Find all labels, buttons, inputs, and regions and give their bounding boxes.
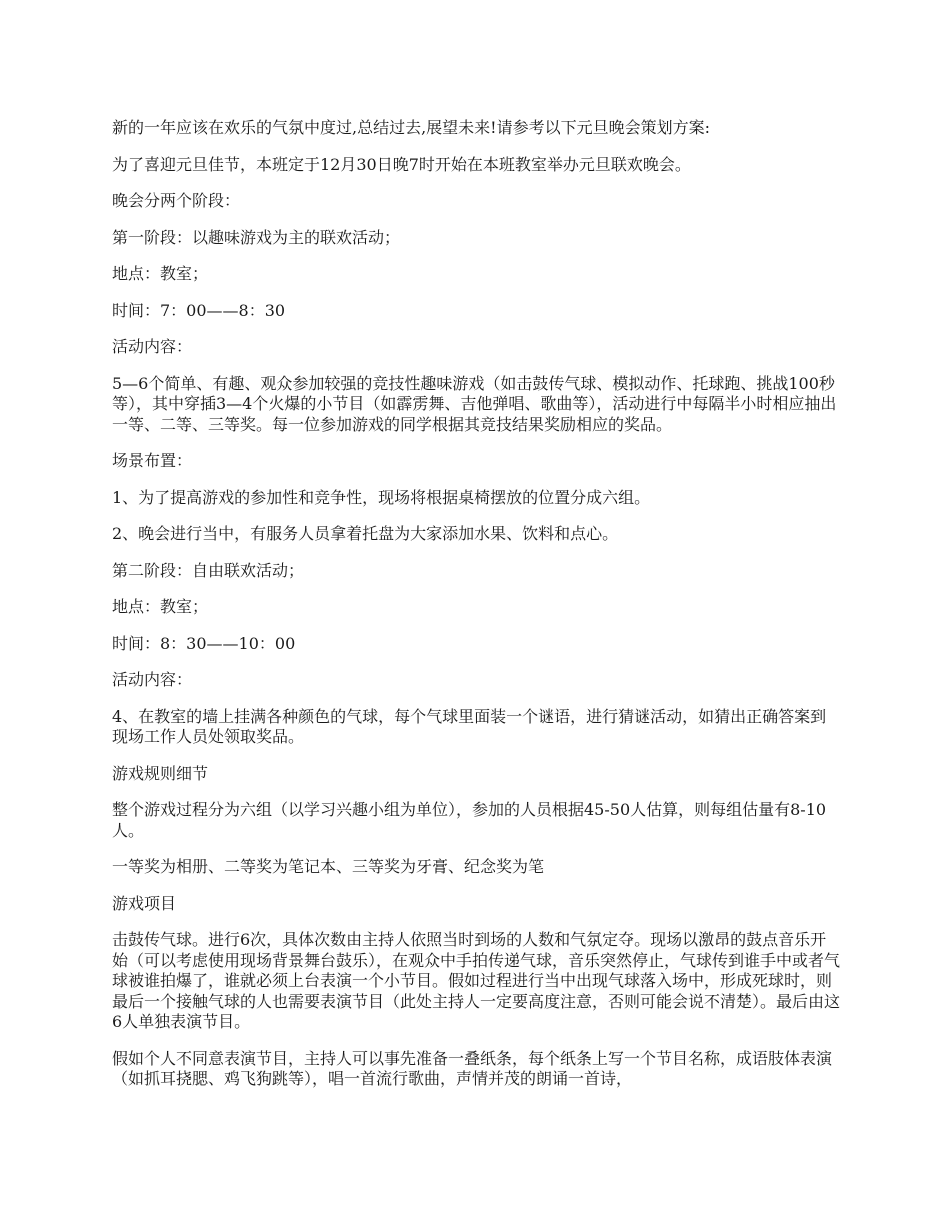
paragraph-stage-two-location: 地点：教室； (112, 597, 209, 616)
paragraph-riddle-activity: 4、在教室的墙上挂满各种颜色的气球，每个气球里面装一个谜语，进行猜谜活动，如猜出正确答案到现场工作人员处领取奖品。 (112, 706, 827, 746)
heading-game-rules: 游戏规则细节 (112, 763, 209, 783)
paragraph-event-time: 为了喜迎元旦佳节，本班定于12月30日晚7时开始在本班教室举办元旦联欢晚会。 (112, 154, 691, 174)
heading-game-items: 游戏项目 (112, 893, 177, 913)
paragraph-stage-one-content: 5—6个简单、有趣、观众参加较强的竞技性趣味游戏（如击鼓传气球、模拟动作、托球跑、挑战100秒等），其中穿插3—4个火爆的小节目（如霹雳舞、吉他弹唱、歌曲等），活动进行中每隔半小时相应抽出一等、二等、三等奖。每一位参加游戏的同学根据其竞技结果奖励相应的奖品。 (112, 373, 837, 434)
paragraph-stage-one-time: 时间：7：00——8：30 (112, 300, 286, 320)
paragraph-stage-one-location: 地点：教室； (112, 264, 209, 283)
heading-stage-two-content: 活动内容： (112, 670, 193, 689)
heading-stage-two: 第二阶段：自由联欢活动； (112, 560, 305, 580)
list-item-scene-1: 1、为了提高游戏的参加性和竞争性，现场将根据桌椅摆放的位置分成六组。 (112, 487, 651, 507)
list-item-scene-2: 2、晚会进行当中，有服务人员拿着托盘为大家添加水果、饮料和点心。 (112, 524, 619, 543)
paragraph-balloon-game: 击鼓传气球。进行6次，具体次数由主持人依照当时到场的人数和气氛定夺。现场以激昂的鼓点音乐开始（可以考虑使用现场背景舞台鼓乐），在观众中手拍传递气球，音乐突然停止，气球传到谁手中或者气球被谁拍爆了，谁就必须上台表演一个小节目。假如过程进行当中出现气球落入场中，形成死球时，则最后一个接触气球的人也需要表演节目（此处主持人一定要高度注意，否则可能会说不清楚）。最后由这6人单独表演节目。 (112, 930, 841, 1031)
paragraph-prizes: 一等奖为相册、二等奖为笔记本、三等奖为牙膏、纪念奖为笔 (112, 857, 545, 876)
paragraph-groups: 整个游戏过程分为六组（以学习兴趣小组为单位），参加的人员根据45-50人估算，则每组估量有8-10人。 (112, 800, 827, 840)
paragraph-stage-two-time: 时间：8：30——10：00 (112, 633, 296, 653)
document-page (112, 118, 840, 1106)
paragraph-two-stages: 晚会分两个阶段： (112, 191, 241, 210)
heading-stage-one-content: 活动内容： (112, 337, 193, 356)
paragraph-intro: 新的一年应该在欢乐的气氛中度过,总结过去,展望未来!请参考以下元旦晚会策划方案: (112, 118, 710, 137)
heading-stage-one: 第一阶段：以趣味游戏为主的联欢活动； (112, 227, 401, 247)
paragraph-alternative-performance: 假如个人不同意表演节目，主持人可以事先准备一叠纸条，每个纸条上写一个节目名称，成语肢体表演（如抓耳挠腮、鸡飞狗跳等），唱一首流行歌曲，声情并茂的朗诵一首诗， (112, 1048, 833, 1088)
heading-scene-setup: 场景布置： (112, 451, 193, 470)
